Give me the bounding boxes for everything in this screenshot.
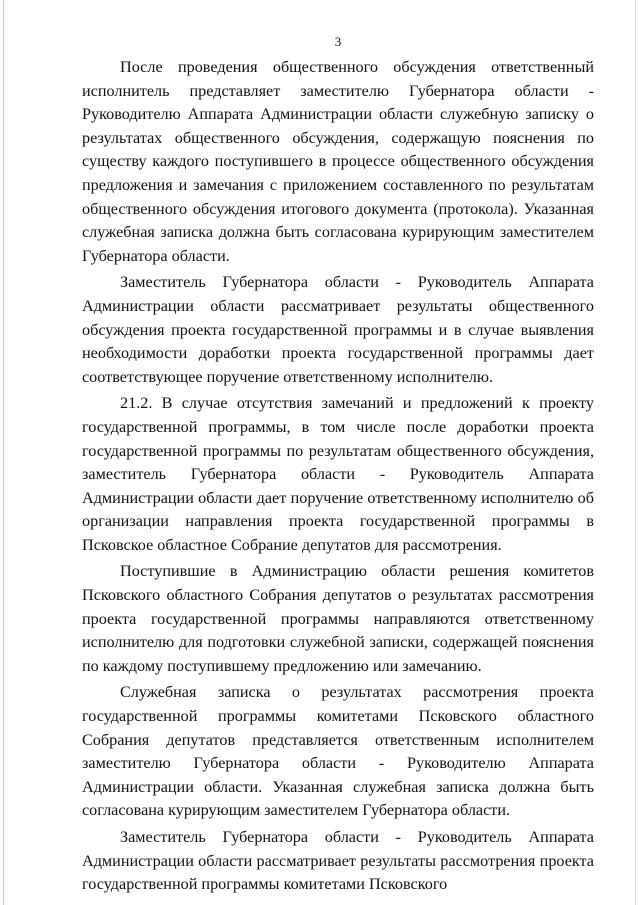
scan-left-edge xyxy=(3,0,4,905)
document-body xyxy=(82,56,594,900)
paragraph: Заместитель Губернатора области - Руководитель Аппарата Администрации области рассматривает результаты рассмотрения проекта государственной программы комитетами Псковского xyxy=(82,828,594,894)
paragraph: Заместитель Губернатора области - Руководитель Аппарата Администрации области рассматривает результаты общественного обсуждения проекта государственной программы и в случае выявления необходимости доработки проекта государственной программы дает соответствующее поручение ответственному исполнителю. xyxy=(82,273,594,386)
page-number: 3 xyxy=(334,34,342,49)
paragraph: 21.2. В случае отсутствия замечаний и предложений к проекту государственной программы, в том числе после доработки проекта государственной программы по результатам общественного обсуждения, заместитель Губернатора области - Руководитель Аппарата Администрации области дает поручение ответственному исполнителю об организации направления проекта государственной программы в Псковское областное Собрание депутатов для рассмотрения. xyxy=(82,394,594,554)
paragraph: Служебная записка о результатах рассмотрения проекта государственной программы комитетами Псковского областного Собрания депутатов представляется ответственным исполнителем заместителю Губернатора области - Руководителю Аппарата Администрации области. Указанная служебная записка должна быть согласована курирующим заместителем Губернатора области. xyxy=(82,683,594,820)
scan-right-edge xyxy=(635,0,636,905)
paragraph: После проведения общественного обсуждения ответственный исполнитель представляет заместителю Губернатора области - Руководителю Аппарата Администрации области служебную записку о результатах общественного обсуждения, содержащую пояснения по существу каждого поступившего в процессе общественного обсуждения предложения и замечания с приложением составленного по результатам общественного обсуждения итогового документа (протокола). Указанная служебная записка должна быть согласована курирующим заместителем Губернатора области. xyxy=(82,58,594,265)
paragraph: Поступившие в Администрацию области решения комитетов Псковского областного Собрания депутатов о результатах рассмотрения проекта государственной программы направляются ответственному исполнителю для подготовки служебной записки, содержащей пояснения по каждому поступившему предложению или замечанию. xyxy=(82,562,594,675)
